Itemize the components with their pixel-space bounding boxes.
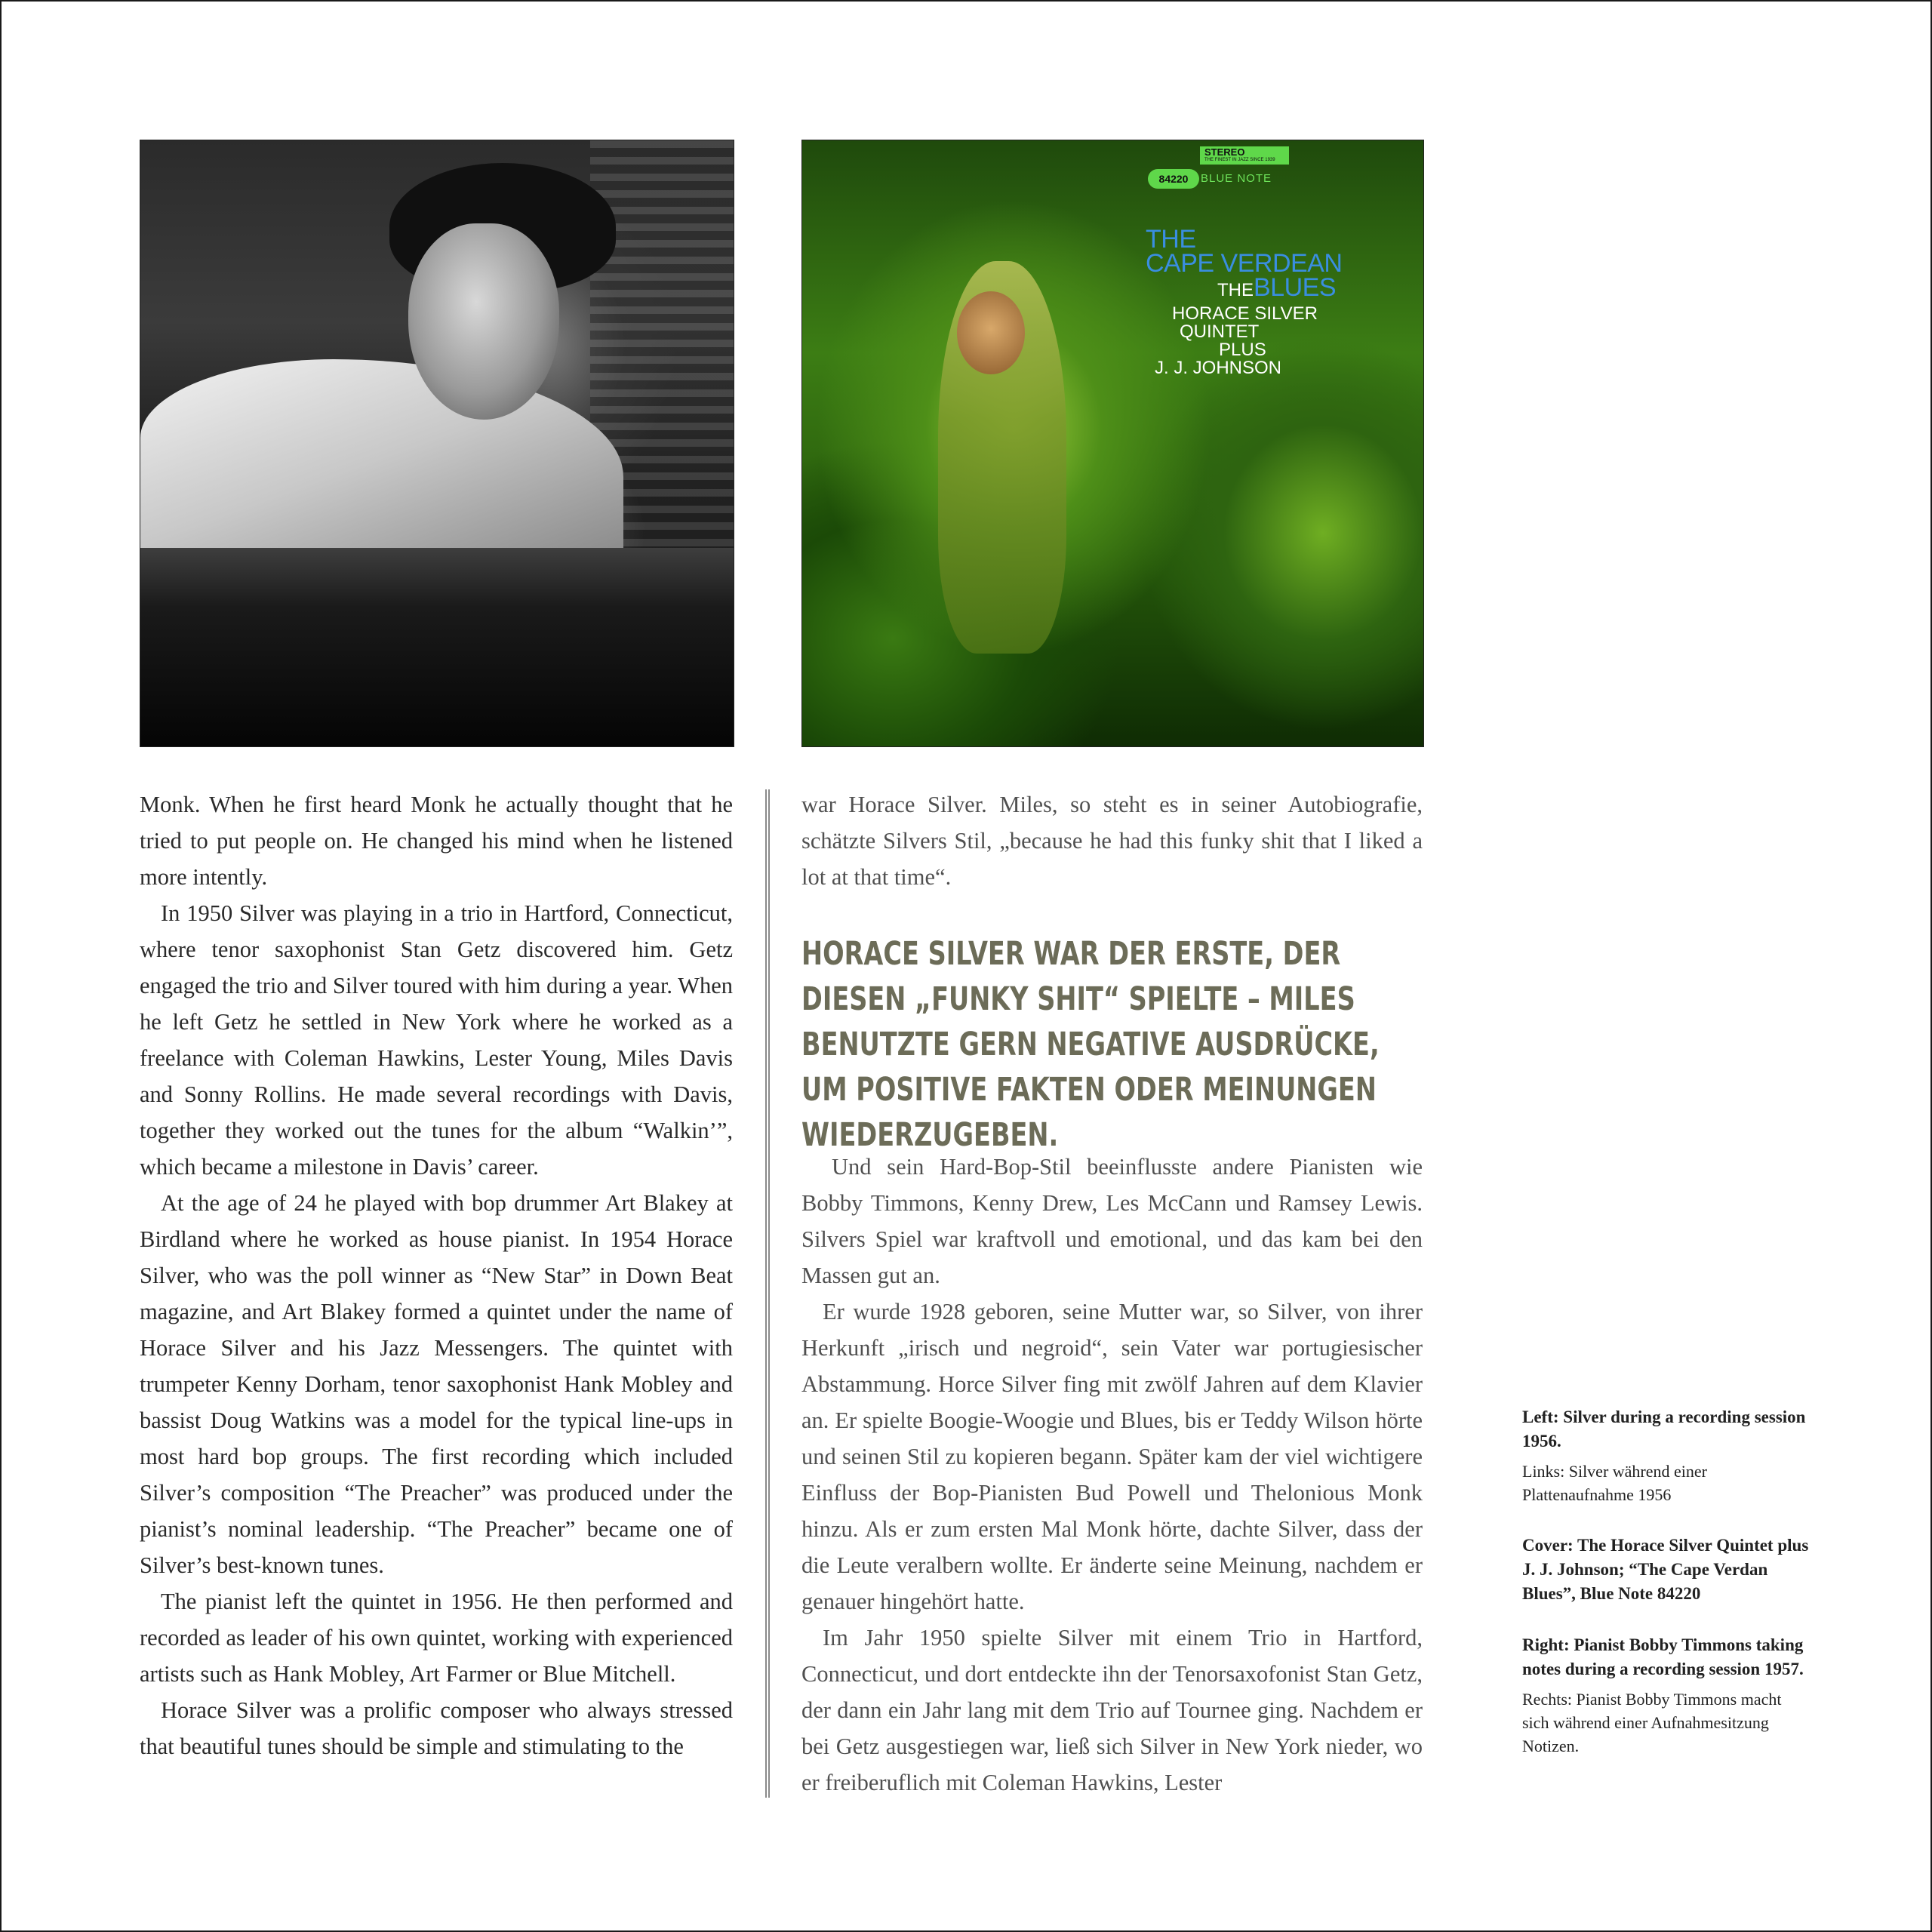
paragraph: Horace Silver was a prolific composer who always stressed that beautiful tunes should be simple and stimulating to the [140, 1697, 733, 1759]
blue-note-label: BLUE NOTE [1201, 172, 1272, 185]
paragraph: Er wurde 1928 geboren, seine Mutter war, so Silver, von ihrer Herkunft „irisch und negroid“, sein Vater war portugiesischer Abstammung. Horce Silver fing mit zwölf Jahren auf dem Klavier an. Er spielte Boogie-Woogie und Blues, bis er Teddy Wilson hörte und seinen Stil zu kopieren begann. Später kam der viel wichtigere Einfluss der Bop-Pianisten Bud Powell und Thelonious Monk hinzu. Als er zum ersten Mal Monk hörte, dachte Silver, dass der die Leute veralbern wollte. Er änderte seine Meinung, nachdem er genauer hingehört hatte. [801, 1299, 1423, 1614]
column-divider [765, 789, 770, 1798]
paragraph: Im Jahr 1950 spielte Silver mit einem Trio in Hartford, Connecticut, und dort entdeckte ihn der Tenorsaxofonist Stan Getz, der dann ein Jahr lang mit dem Trio auf Tournee ging. Nachdem er bei Getz ausgestiegen war, ließ sich Silver in New York nieder, wo er freiberuflich mit Coleman Hawkins, Lester [801, 1625, 1423, 1795]
paragraph: war Horace Silver. Miles, so steht es in seiner Autobiografie, schätzte Silvers Stil, „because he had this funky shit that I liked a lot at that time“. [801, 792, 1423, 890]
german-text-intro [801, 786, 1423, 895]
shirt-shape [140, 359, 623, 555]
album-cover [801, 140, 1424, 747]
caption-cover: Cover: The Horace Silver Quintet plus J. J. Johnson; “The Cape Verdan Blues”, Blue Note 84220 [1522, 1536, 1809, 1603]
paragraph: In 1950 Silver was playing in a trio in Hartford, Connecticut, where tenor saxophonist Stan Getz discovered him. Getz engaged the trio and Silver toured with him during a year. When he left Getz he settled in New York where he worked as a freelance with Coleman Hawkins, Lester Young, Miles Davis and Sonny Rollins. He made several recordings with Davis, together they worked out the tunes for the album “Walkin’”, which became a milestone in Davis’ career. [140, 900, 733, 1180]
english-text-column [140, 786, 733, 1764]
german-text-column [801, 1149, 1423, 1801]
paragraph: Und sein Hard-Bop-Stil beeinflusste andere Pianisten wie Bobby Timmons, Kenny Drew, Les McCann und Ramsey Lewis. Silvers Spiel war kraftvoll und emotional, und das kam bei den Massen gut an. [801, 1154, 1423, 1288]
piano-shape [140, 548, 734, 746]
paragraph: Monk. When he first heard Monk he actually thought that he tried to put people on. He changed his mind when he listened more intently. [140, 792, 733, 890]
photo-silver-at-piano [140, 140, 734, 747]
paragraph: The pianist left the quintet in 1956. He then performed and recorded as leader of his own quintet, working with experienced artists such as Hank Mobley, Art Farmer or Blue Mitchell. [140, 1589, 733, 1687]
caption-right-photo: Right: Pianist Bobby Timmons taking notes during a recording session 1957. Rechts: Pianist Bobby Timmons macht sich während einer Aufnahmesitzung Notizen. [1522, 1635, 1804, 1755]
cover-title: THE CAPE VERDEAN THEBLUES [1146, 225, 1343, 302]
face-shape [408, 223, 559, 420]
catalog-number-badge: 84220 [1148, 169, 1199, 189]
photo-captions [1522, 1405, 1809, 1785]
caption-left-photo: Left: Silver during a recording session 1956. Links: Silver während einer Plattenaufnahme 1956 [1522, 1407, 1806, 1504]
cover-subtitle: HORACE SILVER QUINTET PLUS J. J. JOHNSON [1155, 303, 1318, 378]
stereo-badge: STEREO THE FINEST IN JAZZ SINCE 1939 [1200, 146, 1289, 165]
pull-quote: HORACE SILVER WAR DER ERSTE, DER DIESEN „FUNKY SHIT“ SPIELTE – MILES BENUTZTE GERN NEGATIVE AUSDRÜCKE, UM POSITIVE FAKTEN ODER MEINUNGEN WIEDERZUGEBEN. [801, 935, 1380, 1154]
cover-figure-face [957, 291, 1025, 374]
paragraph: At the age of 24 he played with bop drummer Art Blakey at Birdland where he worked as house pianist. In 1954 Horace Silver, who was the poll winner as “New Star” in Down Beat magazine, and Art Blakey formed a quintet under the name of Horace Silver and his Jazz Messengers. The quintet with trumpeter Kenny Dorham, tenor saxophonist Hank Mobley and bassist Doug Watkins was a model for the typical line-ups in most hard bop groups. The first recording which included Silver’s composition “The Preacher” was produced under the pianist’s nominal leadership. “The Preacher” became one of Silver’s best-known tunes. [140, 1190, 733, 1578]
